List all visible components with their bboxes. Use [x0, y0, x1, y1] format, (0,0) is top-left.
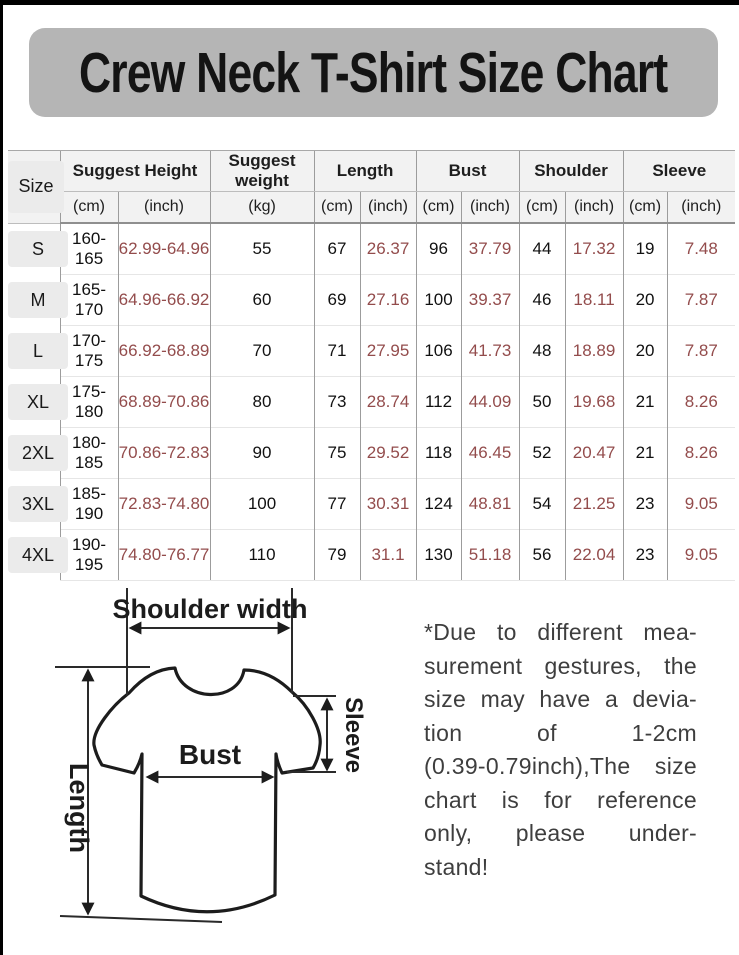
bust-inch: 44.09	[461, 377, 519, 428]
weight-kg: 110	[210, 530, 314, 581]
table-row-xl	[8, 377, 735, 428]
sleeve-cm: 19	[623, 223, 667, 275]
size-cell	[8, 275, 60, 326]
title-banner	[29, 28, 718, 117]
unit-sleeve-cm: (cm)	[623, 192, 667, 224]
header-suggest-height: Suggest Height	[60, 151, 210, 192]
note-line: size may have a devia-	[424, 686, 697, 712]
height-inch: 74.80-76.77	[118, 530, 210, 581]
sleeve-label: Sleeve	[340, 696, 367, 774]
bust-cm: 124	[416, 479, 461, 530]
table-row-2xl	[8, 428, 735, 479]
size-badge: 4XL	[8, 537, 68, 573]
length-inch: 29.52	[360, 428, 416, 479]
note-line: tion of 1-2cm	[424, 719, 697, 746]
length-inch: 26.37	[360, 223, 416, 275]
sleeve-cm: 23	[623, 530, 667, 581]
bust-cm: 112	[416, 377, 461, 428]
table-row-l	[8, 326, 735, 377]
bust-inch: 48.81	[461, 479, 519, 530]
shoulder-cm: 44	[519, 223, 565, 275]
sleeve-cm: 20	[623, 275, 667, 326]
bust-cm: 130	[416, 530, 461, 581]
bust-cm: 100	[416, 275, 461, 326]
length-guide-bottom	[60, 916, 222, 922]
unit-weight-kg: (kg)	[210, 192, 314, 224]
sleeve-cm: 20	[623, 326, 667, 377]
unit-height-cm: (cm)	[60, 192, 118, 224]
bust-cm: 96	[416, 223, 461, 275]
sleeve-cm: 21	[623, 428, 667, 479]
shoulder-inch: 17.32	[565, 223, 623, 275]
size-cell	[8, 428, 60, 479]
header-shoulder: Shoulder	[519, 151, 623, 192]
bust-inch: 41.73	[461, 326, 519, 377]
shoulder-cm: 56	[519, 530, 565, 581]
measurement-note	[424, 616, 697, 884]
length-label: Length	[64, 763, 94, 853]
length-inch: 27.95	[360, 326, 416, 377]
height-inch: 64.96-66.92	[118, 275, 210, 326]
shoulder-width-label: Shoulder width	[112, 594, 308, 624]
shoulder-cm: 52	[519, 428, 565, 479]
sleeve-inch: 7.87	[667, 326, 735, 377]
size-header-badge: Size	[8, 161, 64, 213]
weight-kg: 55	[210, 223, 314, 275]
size-chart-table	[8, 150, 735, 581]
sleeve-inch: 7.48	[667, 223, 735, 275]
size-badge: M	[8, 282, 68, 318]
size-badge: 3XL	[8, 486, 68, 522]
size-badge: S	[8, 231, 68, 267]
header-sleeve: Sleeve	[623, 151, 735, 192]
sleeve-inch: 9.05	[667, 479, 735, 530]
sleeve-inch: 8.26	[667, 377, 735, 428]
shoulder-inch: 19.68	[565, 377, 623, 428]
length-inch: 30.31	[360, 479, 416, 530]
image-top-border	[0, 0, 739, 5]
header-size	[8, 151, 60, 224]
height-inch: 68.89-70.86	[118, 377, 210, 428]
length-cm: 79	[314, 530, 360, 581]
length-inch: 27.16	[360, 275, 416, 326]
bust-inch: 37.79	[461, 223, 519, 275]
image-left-border	[0, 0, 3, 955]
weight-kg: 90	[210, 428, 314, 479]
length-cm: 67	[314, 223, 360, 275]
note-line: chart is for reference	[424, 786, 697, 813]
size-cell	[8, 530, 60, 581]
height-cm: 190-195	[60, 530, 118, 581]
note-line: only, please under-	[424, 820, 697, 846]
height-cm: 185-190	[60, 479, 118, 530]
length-cm: 75	[314, 428, 360, 479]
bust-cm: 106	[416, 326, 461, 377]
length-cm: 77	[314, 479, 360, 530]
shoulder-cm: 50	[519, 377, 565, 428]
unit-sleeve-inch: (inch)	[667, 192, 735, 224]
sleeve-inch: 9.05	[667, 530, 735, 581]
height-cm: 175-180	[60, 377, 118, 428]
height-cm: 180-185	[60, 428, 118, 479]
table-row-4xl	[8, 530, 735, 581]
sleeve-cm: 23	[623, 479, 667, 530]
shoulder-inch: 18.89	[565, 326, 623, 377]
unit-length-inch: (inch)	[360, 192, 416, 224]
unit-shoulder-cm: (cm)	[519, 192, 565, 224]
bust-label: Bust	[178, 739, 242, 770]
length-cm: 69	[314, 275, 360, 326]
note-line: surement gestures, the	[424, 652, 697, 679]
height-inch: 70.86-72.83	[118, 428, 210, 479]
size-badge: L	[8, 333, 68, 369]
size-cell	[8, 377, 60, 428]
header-suggest-weight: Suggest weight	[210, 151, 314, 192]
note-line: stand!	[424, 853, 489, 880]
header-bust: Bust	[416, 151, 519, 192]
shoulder-inch: 20.47	[565, 428, 623, 479]
table-row-s	[8, 223, 735, 275]
shoulder-cm: 54	[519, 479, 565, 530]
tshirt-measurement-diagram	[30, 580, 430, 955]
unit-bust-inch: (inch)	[461, 192, 519, 224]
bust-inch: 46.45	[461, 428, 519, 479]
shoulder-cm: 48	[519, 326, 565, 377]
bust-inch: 51.18	[461, 530, 519, 581]
size-cell	[8, 223, 60, 275]
size-badge: XL	[8, 384, 68, 420]
size-cell	[8, 326, 60, 377]
shoulder-inch: 21.25	[565, 479, 623, 530]
height-cm: 160-165	[60, 223, 118, 275]
sleeve-inch: 8.26	[667, 428, 735, 479]
size-cell	[8, 479, 60, 530]
length-cm: 73	[314, 377, 360, 428]
sleeve-inch: 7.87	[667, 275, 735, 326]
shoulder-cm: 46	[519, 275, 565, 326]
unit-height-inch: (inch)	[118, 192, 210, 224]
height-cm: 170-175	[60, 326, 118, 377]
height-cm: 165-170	[60, 275, 118, 326]
length-cm: 71	[314, 326, 360, 377]
height-inch: 72.83-74.80	[118, 479, 210, 530]
shoulder-inch: 18.11	[565, 275, 623, 326]
tshirt-outline	[94, 668, 320, 912]
page-title: Crew Neck T-Shirt Size Chart	[79, 40, 668, 105]
height-inch: 62.99-64.96	[118, 223, 210, 275]
table-row-m	[8, 275, 735, 326]
bust-inch: 39.37	[461, 275, 519, 326]
header-length: Length	[314, 151, 416, 192]
weight-kg: 100	[210, 479, 314, 530]
length-inch: 31.1	[360, 530, 416, 581]
unit-bust-cm: (cm)	[416, 192, 461, 224]
shoulder-inch: 22.04	[565, 530, 623, 581]
height-inch: 66.92-68.89	[118, 326, 210, 377]
note-line: (0.39-0.79inch),The size	[424, 753, 697, 779]
note-line: *Due to different mea-	[424, 619, 697, 645]
weight-kg: 70	[210, 326, 314, 377]
table-row-3xl	[8, 479, 735, 530]
length-inch: 28.74	[360, 377, 416, 428]
sleeve-cm: 21	[623, 377, 667, 428]
weight-kg: 60	[210, 275, 314, 326]
unit-length-cm: (cm)	[314, 192, 360, 224]
unit-shoulder-inch: (inch)	[565, 192, 623, 224]
weight-kg: 80	[210, 377, 314, 428]
bust-cm: 118	[416, 428, 461, 479]
size-badge: 2XL	[8, 435, 68, 471]
